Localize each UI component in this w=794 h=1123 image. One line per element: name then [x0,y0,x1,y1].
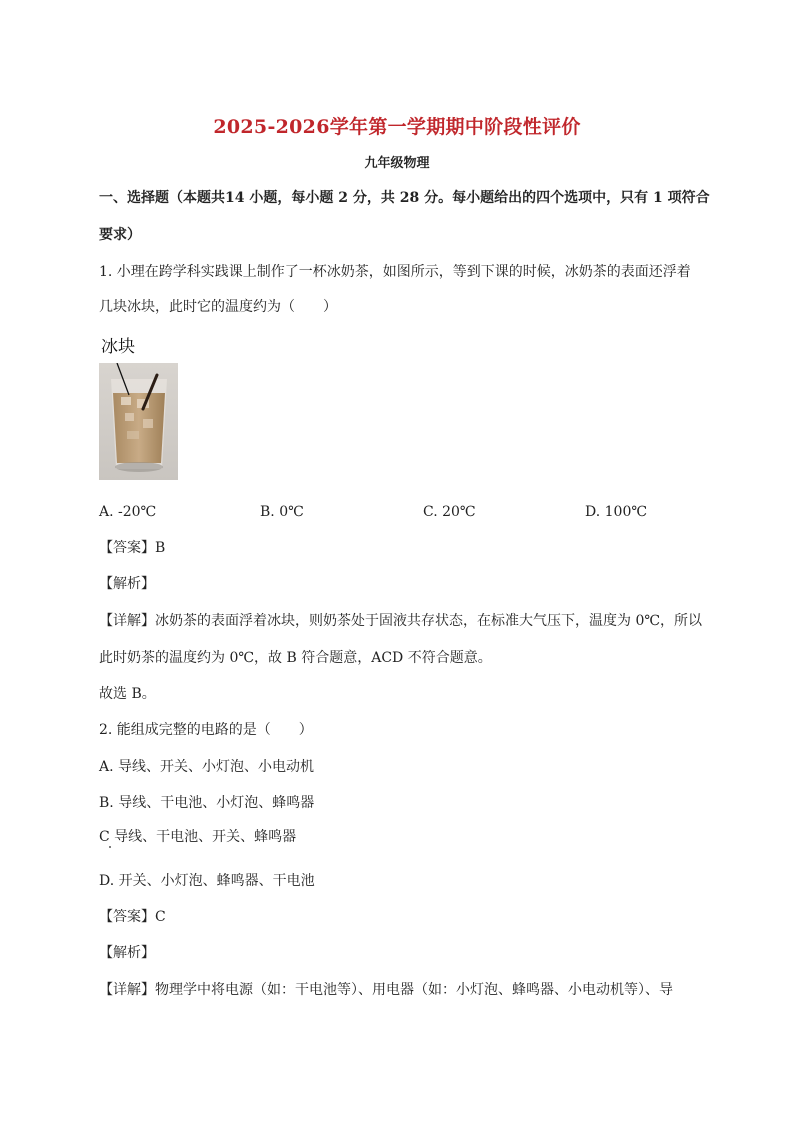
q1-conclusion: 故选 B。 [99,686,156,702]
q1-option-a: A. -20℃ [99,504,157,520]
page-title: 2025-2026学年第一学期期中阶段性评价 [213,116,581,138]
q1-option-b: B. 0℃ [260,504,304,520]
q1-option-c: C. 20℃ [423,504,476,520]
q1-option-d: D. 100℃ [585,504,648,520]
q2-detail-line1: 【详解】物理学中将电源（如：干电池等）、用电器（如：小灯泡、蜂鸣器、小电动机等）、导 [99,982,673,998]
q1-stem-line2: 几块冰块，此时它的温度约为（ ） [99,299,337,315]
q2-option-b: B. 导线、干电池、小灯泡、蜂鸣器 [99,795,315,811]
q1-detail-line2: 此时奶茶的温度约为 0℃，故 B 符合题意，ACD 不符合题意。 [99,650,492,666]
section-heading-line1: 一、选择题（本题共14 小题，每小题 2 分，共 28 分。每小题给出的四个选项中，只有 1 项符合 [99,190,710,206]
q2-option-a: A. 导线、开关、小灯泡、小电动机 [99,759,315,775]
q2-stem: 2. 能组成完整的电路的是（ ） [99,722,313,738]
q1-answer: 【答案】B [99,540,166,556]
q2-analysis-heading: 【解析】 [99,945,155,961]
q1-figure-label: 冰块 [101,337,135,357]
q1-detail-line1: 【详解】冰奶茶的表面浮着冰块，则奶茶处于固液共存状态，在标准大气压下，温度为 0℃，所以 [99,613,703,629]
q1-stem-line1: 1. 小理在跨学科实践课上制作了一杯冰奶茶，如图所示，等到下课的时候，冰奶茶的表面还浮着 [99,264,691,280]
page-subtitle: 九年级物理 [364,156,430,171]
iced-milk-tea-image [99,363,178,480]
q1-analysis-heading: 【解析】 [99,576,155,592]
section-heading-line2: 要求） [99,227,141,243]
q2-option-c: C 导线、干电池、开关、蜂鸣器 [99,829,297,845]
q2-option-d: D. 开关、小灯泡、蜂鸣器、干电池 [99,873,315,889]
q2-answer: 【答案】C [99,909,166,925]
stray-dot [109,846,111,848]
